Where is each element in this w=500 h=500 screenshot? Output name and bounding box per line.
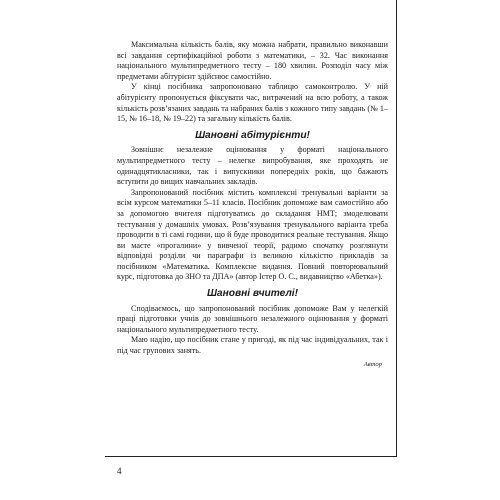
page-content: [117, 40, 388, 370]
teachers-paragraph-1: Сподіваємось, що запропонований посібник допоможе Вам у нелегкій праці підготовки учнів до зовнішнього незалежного оцінювання у форматі національного мультипредметного тесту.: [117, 303, 388, 334]
intro-paragraph-score: Максимальна кількість балів, яку можна набрати, правильно виконавши всі завдання сертифікаційної роботи з математики, – 32. Час виконання національного мультипредметного тесту – 180 хвилин. Розподіл часу між предметами абітурієнт здійснює самостійно.: [117, 40, 388, 81]
intro-paragraph-self-control: У кінці посібника запропоновано таблицю самоконтролю. У ній абітурієнту пропонується фіксувати час, витрачений на всю роботу, а також кількість розв’язаних завдань та набраних балів з кожного типу завдань (№ 1–15, № 16–18, № 19–22) та загальну кількість балів.: [117, 82, 388, 124]
heading-teachers: Шановні вчителі!: [206, 288, 299, 300]
heading-abiturients: Шановні абітурієнти!: [195, 129, 310, 141]
author-signature: Автор: [363, 360, 382, 368]
abiturients-paragraph-2: Запропонований посібник містить комплексні тренувальні варіанти за всім курсом математики 5–11 класів. Посібник допоможе вам самостійно або за допомогою вчителя підготуватись до складання НМТ; змоделювати тестування у домашніх умовах. Розв’язування тренувального варіанта треба проводити в ті самі години, що й буде проводитися реальне тестування. Якщо ви маєте «прогалини» у вивченої теорії, радимо спочатку розглянути відповідні розділи чи параграфи із великою кількістю прикладів за посібником «Математика. Комплексне видання. Повний повторювальний курс, підготовка до ЗНО та ДПА» (автор Істер О. С., видавництво «Абетка»).: [117, 187, 388, 282]
teachers-paragraph-2: Маю надію, що посібник стане у пригоді, як під час індивідуальних, так і під час групових занять.: [117, 335, 388, 356]
page-number: 4: [117, 466, 122, 476]
abiturients-paragraph-1: Зовнішнє незалежне оцінювання у форматі національного мультипредметного тесту – нелегке випробування, яке проходять не одинадцятикласники, так і випускники попередніх років, що бажають вступити до вищих навчальних закладів.: [117, 145, 388, 187]
